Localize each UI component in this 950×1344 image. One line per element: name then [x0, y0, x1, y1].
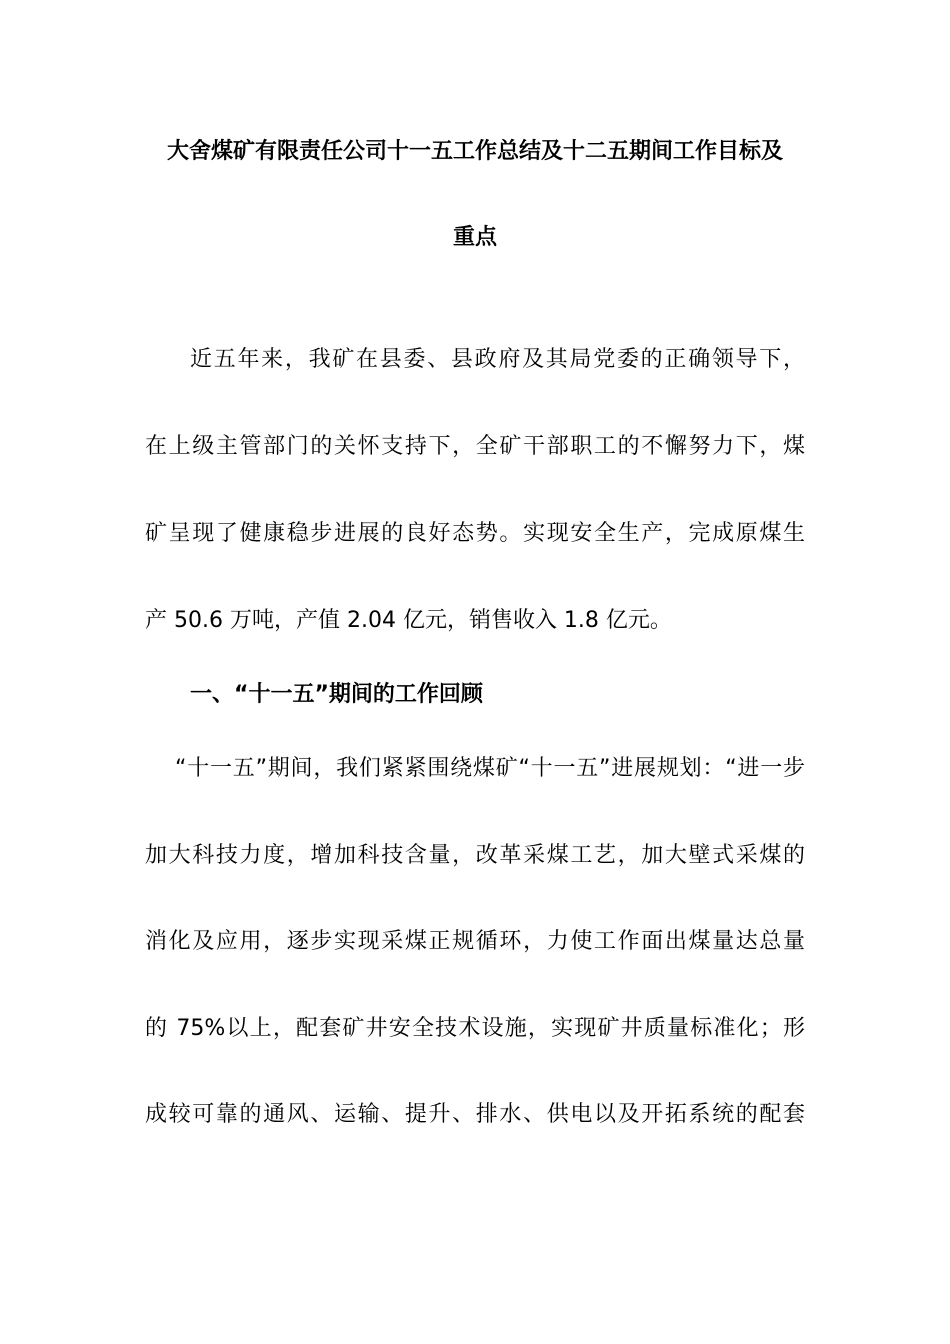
intro-line-1: 近五年来，我矿在县委、县政府及其局党委的正确领导下，	[190, 347, 805, 372]
section-line-4: 的 75%以上，配套矿井安全技术设施，实现矿井质量标准化；形	[145, 1016, 805, 1041]
intro-line-4: 产 50.6 万吨，产值 2.04 亿元，销售收入 1.8 亿元。	[145, 608, 672, 633]
section-line-2: 加大科技力度，增加科技含量，改革采煤工艺，加大壁式采煤的	[145, 843, 805, 868]
section-line-3: 消化及应用，逐步实现采煤正规循环，力使工作面出煤量达总量	[145, 929, 805, 954]
document-title-line-1: 大舍煤矿有限责任公司十一五工作总结及十二五期间工作目标及	[166, 139, 783, 164]
section-line-5: 成较可靠的通风、运输、提升、排水、供电以及开拓系统的配套	[145, 1102, 805, 1127]
section-line-1: “十一五”期间，我们紧紧围绕煤矿“十一五”进展规划：“进一步	[175, 756, 805, 781]
intro-line-3: 矿呈现了健康稳步进展的良好态势。实现安全生产，完成原煤生	[145, 521, 805, 546]
document-title-line-2: 重点	[452, 225, 497, 250]
section-heading: 一、“十一五”期间的工作回顾	[190, 682, 483, 707]
intro-line-2: 在上级主管部门的关怀支持下，全矿干部职工的不懈努力下，煤	[145, 434, 805, 459]
